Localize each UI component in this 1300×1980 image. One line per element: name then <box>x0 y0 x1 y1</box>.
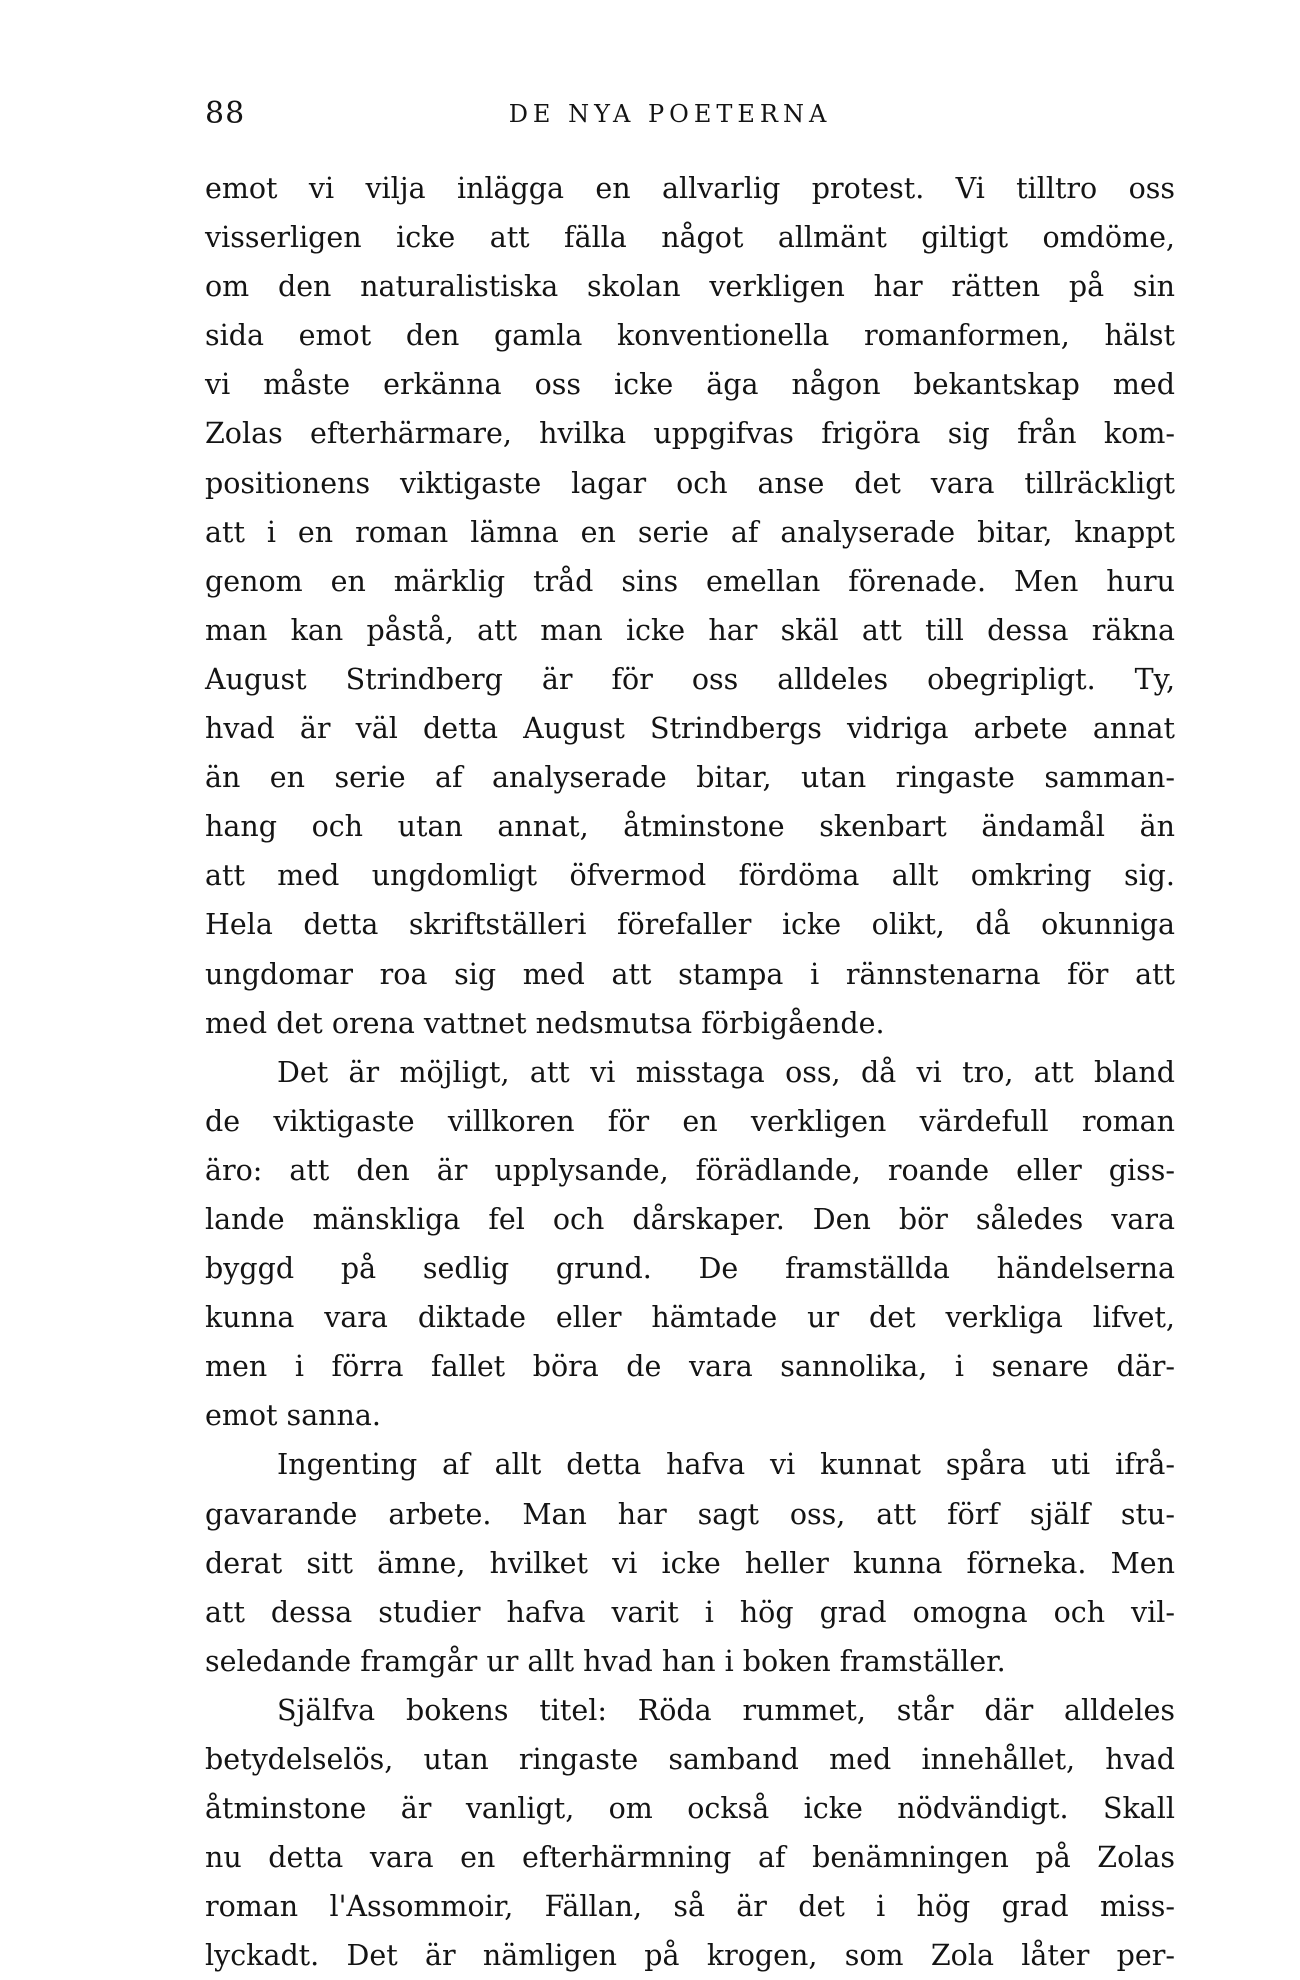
text-line: men i förra fallet böra de vara sannolika, i senare där- <box>205 1350 1175 1384</box>
text-line: hvad är väl detta August Strindbergs vidriga arbete annat <box>205 712 1175 746</box>
paragraph-3 <box>205 1440 1175 1685</box>
text-line: äro: att den är upplysande, förädlande, roande eller giss- <box>205 1153 1175 1187</box>
text-line: seledande framgår ur allt hvad han i boken framställer. <box>205 1644 1006 1678</box>
text-line: roman l'Assommoir, Fällan, så är det i hög grad miss- <box>205 1890 1175 1924</box>
text-line: ungdomar roa sig med att stampa i rännstenarna för att <box>205 957 1175 991</box>
text-line: betydelselös, utan ringaste samband med innehållet, hvad <box>205 1743 1175 1776</box>
text-line: Hela detta skriftställeri förefaller icke olikt, då okunniga <box>205 908 1175 942</box>
text-line: lande mänskliga fel och dårskaper. Den bör således vara <box>205 1202 1175 1236</box>
text-line: genom en märklig tråd sins emellan förenade. Men huru <box>205 564 1175 598</box>
text-line: byggd på sedlig grund. De framställda händelserna <box>205 1252 1175 1286</box>
paragraph-1 <box>205 164 1175 1048</box>
text-line: Själfva bokens titel: Röda rummet, står där alldeles <box>277 1693 1175 1727</box>
text-line: om den naturalistiska skolan verkligen har rätten på sin <box>205 270 1175 304</box>
paragraph-2 <box>205 1048 1175 1441</box>
text-line: sida emot den gamla konventionella romanformen, hälst <box>205 319 1175 353</box>
text-line: kunna vara diktade eller hämtade ur det verkliga lifvet, <box>205 1301 1175 1335</box>
text-line: med det orena vattnet nedsmutsa förbigående. <box>205 1006 885 1040</box>
text-line: emot vi vilja inlägga en allvarlig protest. Vi tilltro oss <box>205 172 1175 205</box>
body-text <box>205 164 1175 1980</box>
text-line: visserligen icke att fälla något allmänt giltigt omdöme, <box>205 221 1175 255</box>
text-line: August Strindberg är för oss alldeles obegripligt. Ty, <box>205 662 1175 696</box>
text-line: gavarande arbete. Man har sagt oss, att förf själf stu- <box>205 1497 1175 1531</box>
text-line: Ingenting af allt detta hafva vi kunnat spåra uti ifrå- <box>277 1448 1175 1482</box>
page-header <box>205 96 1135 136</box>
text-line: åtminstone är vanligt, om också icke nödvändigt. Skall <box>205 1792 1175 1826</box>
text-line: att i en roman lämna en serie af analyserade bitar, knappt <box>205 515 1175 549</box>
text-line: Zolas efterhärmare, hvilka uppgifvas frigöra sig från kom- <box>205 417 1175 451</box>
text-line: lyckadt. Det är nämligen på krogen, som Zola låter per- <box>205 1939 1175 1973</box>
text-line: att med ungdomligt öfvermod fördöma allt omkring sig. <box>205 859 1175 893</box>
text-line: än en serie af analyserade bitar, utan ringaste samman- <box>205 761 1175 795</box>
paragraph-4 <box>205 1686 1175 1980</box>
text-line: att dessa studier hafva varit i hög grad omogna och vil- <box>205 1595 1175 1629</box>
text-line: de viktigaste villkoren för en verkligen värdefull roman <box>205 1104 1175 1138</box>
text-line: man kan påstå, att man icke har skäl att till dessa räkna <box>205 613 1175 647</box>
running-head: DE NYA POETERNA <box>508 100 832 128</box>
text-line: vi måste erkänna oss icke äga någon bekantskap med <box>205 368 1175 402</box>
text-line: Det är möjligt, att vi misstaga oss, då vi tro, att bland <box>277 1055 1175 1089</box>
text-line: positionens viktigaste lagar och anse det vara tillräckligt <box>205 466 1175 500</box>
text-line: emot sanna. <box>205 1399 381 1433</box>
page-number: 88 <box>205 96 246 131</box>
text-line: derat sitt ämne, hvilket vi icke heller kunna förneka. Men <box>205 1546 1175 1580</box>
text-line: nu detta vara en efterhärmning af benämningen på Zolas <box>205 1841 1175 1875</box>
text-line: hang och utan annat, åtminstone skenbart ändamål än <box>205 810 1175 844</box>
